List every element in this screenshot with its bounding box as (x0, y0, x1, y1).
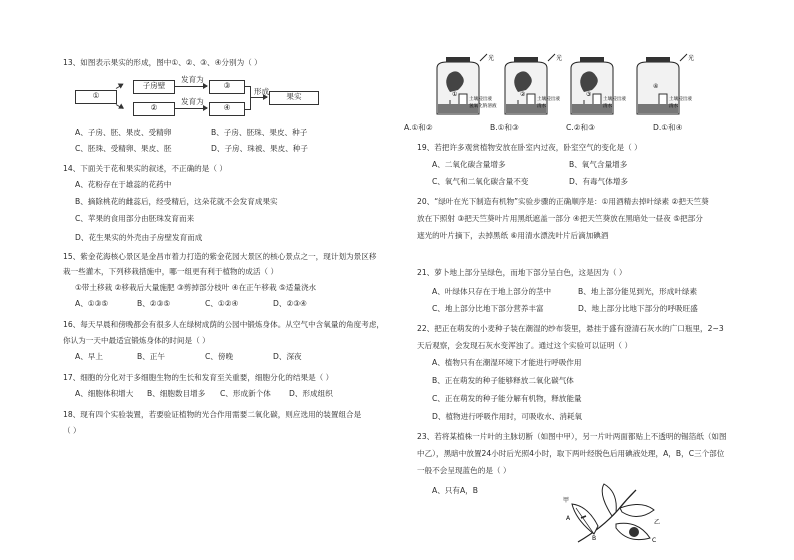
q19-option-c: C、氧气和二氧化碳含量不变 (432, 177, 529, 186)
flow-branch-up (116, 84, 123, 89)
q15-option-d: D、②③④ (273, 299, 307, 308)
forms-label: 形成 (254, 87, 270, 96)
q15-option-a: A、①③⑤ (75, 299, 109, 308)
q15-line-1: 15、紫金花海核心景区是金昌市着力打造的紫金花园大景区的核心景点之一，现计划为景区移 (63, 252, 377, 261)
flow-node-1: ① (75, 90, 117, 104)
q22-option-d: D、植物进行呼吸作用时，可吸收水、消耗氧 (432, 412, 583, 421)
q14-stem: 14、下面关于花和果实的叙述，不正确的是（ ） (63, 164, 227, 173)
jar-4-tag-2: 清水 (669, 104, 679, 109)
q14-option-c: C、苹果的食用部分由胚珠发育而来 (75, 214, 195, 223)
q22-option-b: B、正在萌发的种子能够释放二氧化碳气体 (432, 376, 574, 385)
jar-3 (571, 57, 626, 114)
jar-3-label: ③ (586, 91, 592, 98)
q15-line-2: 栽一些灌木，下列移栽措施中，哪一组更有利于植物的成活（ ） (63, 267, 279, 276)
q19-option-d: D、有毒气体增多 (569, 177, 629, 186)
jar-4-tag-1: 土壤浸出液 (669, 97, 692, 102)
q21-option-c: C、地上部分比地下部分营养丰富 (432, 304, 544, 313)
q13-stem: 13、如图表示果实的形成，图中①、②、③、④分别为（ ） (63, 58, 262, 67)
q18-line-1: 18、现有四个实验装置，若要验证植物的光合作用需要二氧化碳，则应选用的装置组合是 (63, 410, 362, 419)
q17-option-b: B、细胞数目增多 (147, 389, 206, 398)
jar-3-tag-2: 清水 (603, 104, 613, 109)
jar-1-tag-1: 土壤浸出液 (469, 97, 492, 102)
light-label-1: 光 (488, 55, 495, 62)
q22-line-2: 天后观察，会发现石灰水变浑浊了。通过这个实验可以证明（ ） (417, 341, 633, 350)
fig-label-jia: 甲 (563, 497, 570, 504)
q20-line-3: 遮光的叶片摘下，去掉黑纸 ⑥用清水漂洗叶片后滴加碘酒 (417, 231, 609, 240)
flow-bracket (244, 86, 251, 110)
fruit-box: 果实 (269, 91, 319, 105)
q20-line-1: 20、“绿叶在光下制造有机物”实验步骤的正确顺序是：①用酒精去掉叶绿素 ②把天竺葵 (417, 197, 709, 206)
q18-option-d: D.①和④ (653, 123, 683, 132)
q19-option-b: B、氧气含量增多 (569, 160, 628, 169)
q21-option-d: D、地上部分比地下部分的呼吸旺盛 (578, 304, 698, 313)
light-label-2: 光 (556, 55, 563, 62)
q17-option-d: D、形成组织 (289, 389, 333, 398)
q23-line-2: 中乙），黑暗中放置24小时后光照4小时，取下两叶经脱色后用碘液处理，A，B，C三个部位 (417, 449, 725, 458)
q22-line-1: 22、把正在萌发的小麦种子装在潮湿的纱布袋里，悬挂于盛有澄清石灰水的广口瓶里，2~3 (417, 324, 724, 333)
q17-option-a: A、细胞体积增大 (75, 389, 134, 398)
q15-items: ①带土移栽 ②移栽后大量施肥 ③剪掉部分枝叶 ④在正午移栽 ⑤适量浇水 (75, 283, 317, 292)
q22-option-c: C、正在萌发的种子能分解有机物，释放能量 (432, 394, 582, 403)
q21-option-a: A、叶绿体只存在于地上部分的茎中 (432, 287, 552, 296)
ovary-wall-box: 子房壁 (133, 80, 175, 94)
q23-option-a: A、只有A，B (432, 486, 478, 495)
flow-branch-down (116, 104, 123, 109)
fig-label-yi: 乙 (654, 519, 661, 526)
q14-option-a: A、花粉存在于雄蕊的花药中 (75, 180, 172, 189)
q13-option-d: D、子房、珠被、果皮、种子 (211, 144, 308, 153)
jar-2-tag-2: 清水 (537, 104, 547, 109)
jar-1-label: ① (452, 91, 458, 98)
q23-line-3: 一般不会呈现蓝色的是（ ） (417, 466, 511, 475)
light-label-4: 光 (688, 55, 695, 62)
q13-option-a: A、子房、胚、果皮、受精卵 (75, 128, 172, 137)
jars-figure (425, 52, 700, 120)
q18-option-a: A.①和② (404, 123, 433, 132)
q19-stem: 19、若把许多观赏植物安放在卧室内过夜，卧室空气的变化是（ ） (417, 143, 642, 152)
jar-3-tag-1: 土壤浸出液 (603, 97, 626, 102)
q16-option-c: C、傍晚 (205, 352, 234, 361)
q22-option-a: A、植物只有在潮湿环境下才能进行呼吸作用 (432, 358, 582, 367)
q21-stem: 21、萝卜地上部分呈绿色，而地下部分呈白色，这是因为（ ） (417, 268, 627, 277)
q16-option-d: D、深夜 (273, 352, 302, 361)
flow-arrow-2 (175, 108, 207, 109)
flow-arrow-3 (251, 97, 267, 98)
jar-1-tag-2: 氢氧化钠溶液 (469, 104, 497, 109)
jar-2-label: ② (520, 91, 526, 98)
flow-node-3: ③ (209, 80, 245, 94)
q16-option-b: B、正午 (137, 352, 165, 361)
jar-4-label: ④ (653, 83, 659, 90)
q15-option-c: C、①②④ (205, 299, 239, 308)
q20-line-2: 放在下照射 ③把天竺葵叶片用黑纸遮盖一部分 ④把天竺葵放在黑暗处一昼夜 ⑤把部分 (417, 214, 703, 223)
q15-option-b: B、②③⑤ (137, 299, 171, 308)
q14-option-d: D、花生果实的外壳由子房壁发育而成 (75, 233, 203, 242)
plant-leaf-figure (558, 480, 668, 550)
develops-label-2: 发育为 (181, 97, 204, 106)
q13-option-b: B、子房、胚珠、果皮、种子 (211, 128, 308, 137)
q18-option-c: C.②和③ (566, 123, 595, 132)
q13-option-c: C、胚珠、受精卵、果皮、胚 (75, 144, 172, 153)
jar-4 (637, 54, 694, 114)
jar-2-tag-1: 土壤浸出液 (537, 97, 560, 102)
q16-option-a: A、早上 (75, 352, 103, 361)
fig-label-c: C (652, 537, 657, 544)
develops-label-1: 发育为 (181, 75, 204, 84)
q21-option-b: B、地上部分能见到光，形成叶绿素 (578, 287, 698, 296)
q16-line-1: 16、每天早晨和傍晚都会有很多人在绿树成荫的公园中锻炼身体。从空气中含氧量的角度考虑， (63, 320, 385, 329)
q18-option-b: B.①和③ (490, 123, 519, 132)
q16-line-2: 你认为一天中最适宜锻炼身体的时间是（ ） (63, 336, 210, 345)
jar-1 (437, 54, 497, 114)
q17-option-c: C、形成新个体 (220, 389, 271, 398)
flow-node-4: ④ (209, 102, 245, 116)
fig-label-a: A (566, 515, 571, 522)
fig-label-b: B (592, 535, 597, 542)
q23-line-1: 23、若将某植株一片叶的主脉切断（如图中甲），另一片叶两面都贴上不透明的锡箔纸（如图 (417, 432, 727, 441)
q17-stem: 17、细胞的分化对于多细胞生物的生长和发育至关重要，细胞分化的结果是（ ） (63, 373, 334, 382)
flow-arrow-1 (175, 86, 207, 87)
q14-option-b: B、摘除桃花的雌蕊后，经受精后，这朵花就不会发育成果实 (75, 197, 278, 206)
flow-node-2: ② (133, 102, 175, 116)
q19-option-a: A、二氧化碳含量增多 (432, 160, 506, 169)
q18-line-2: （ ） (63, 426, 81, 435)
jar-2 (505, 54, 562, 114)
